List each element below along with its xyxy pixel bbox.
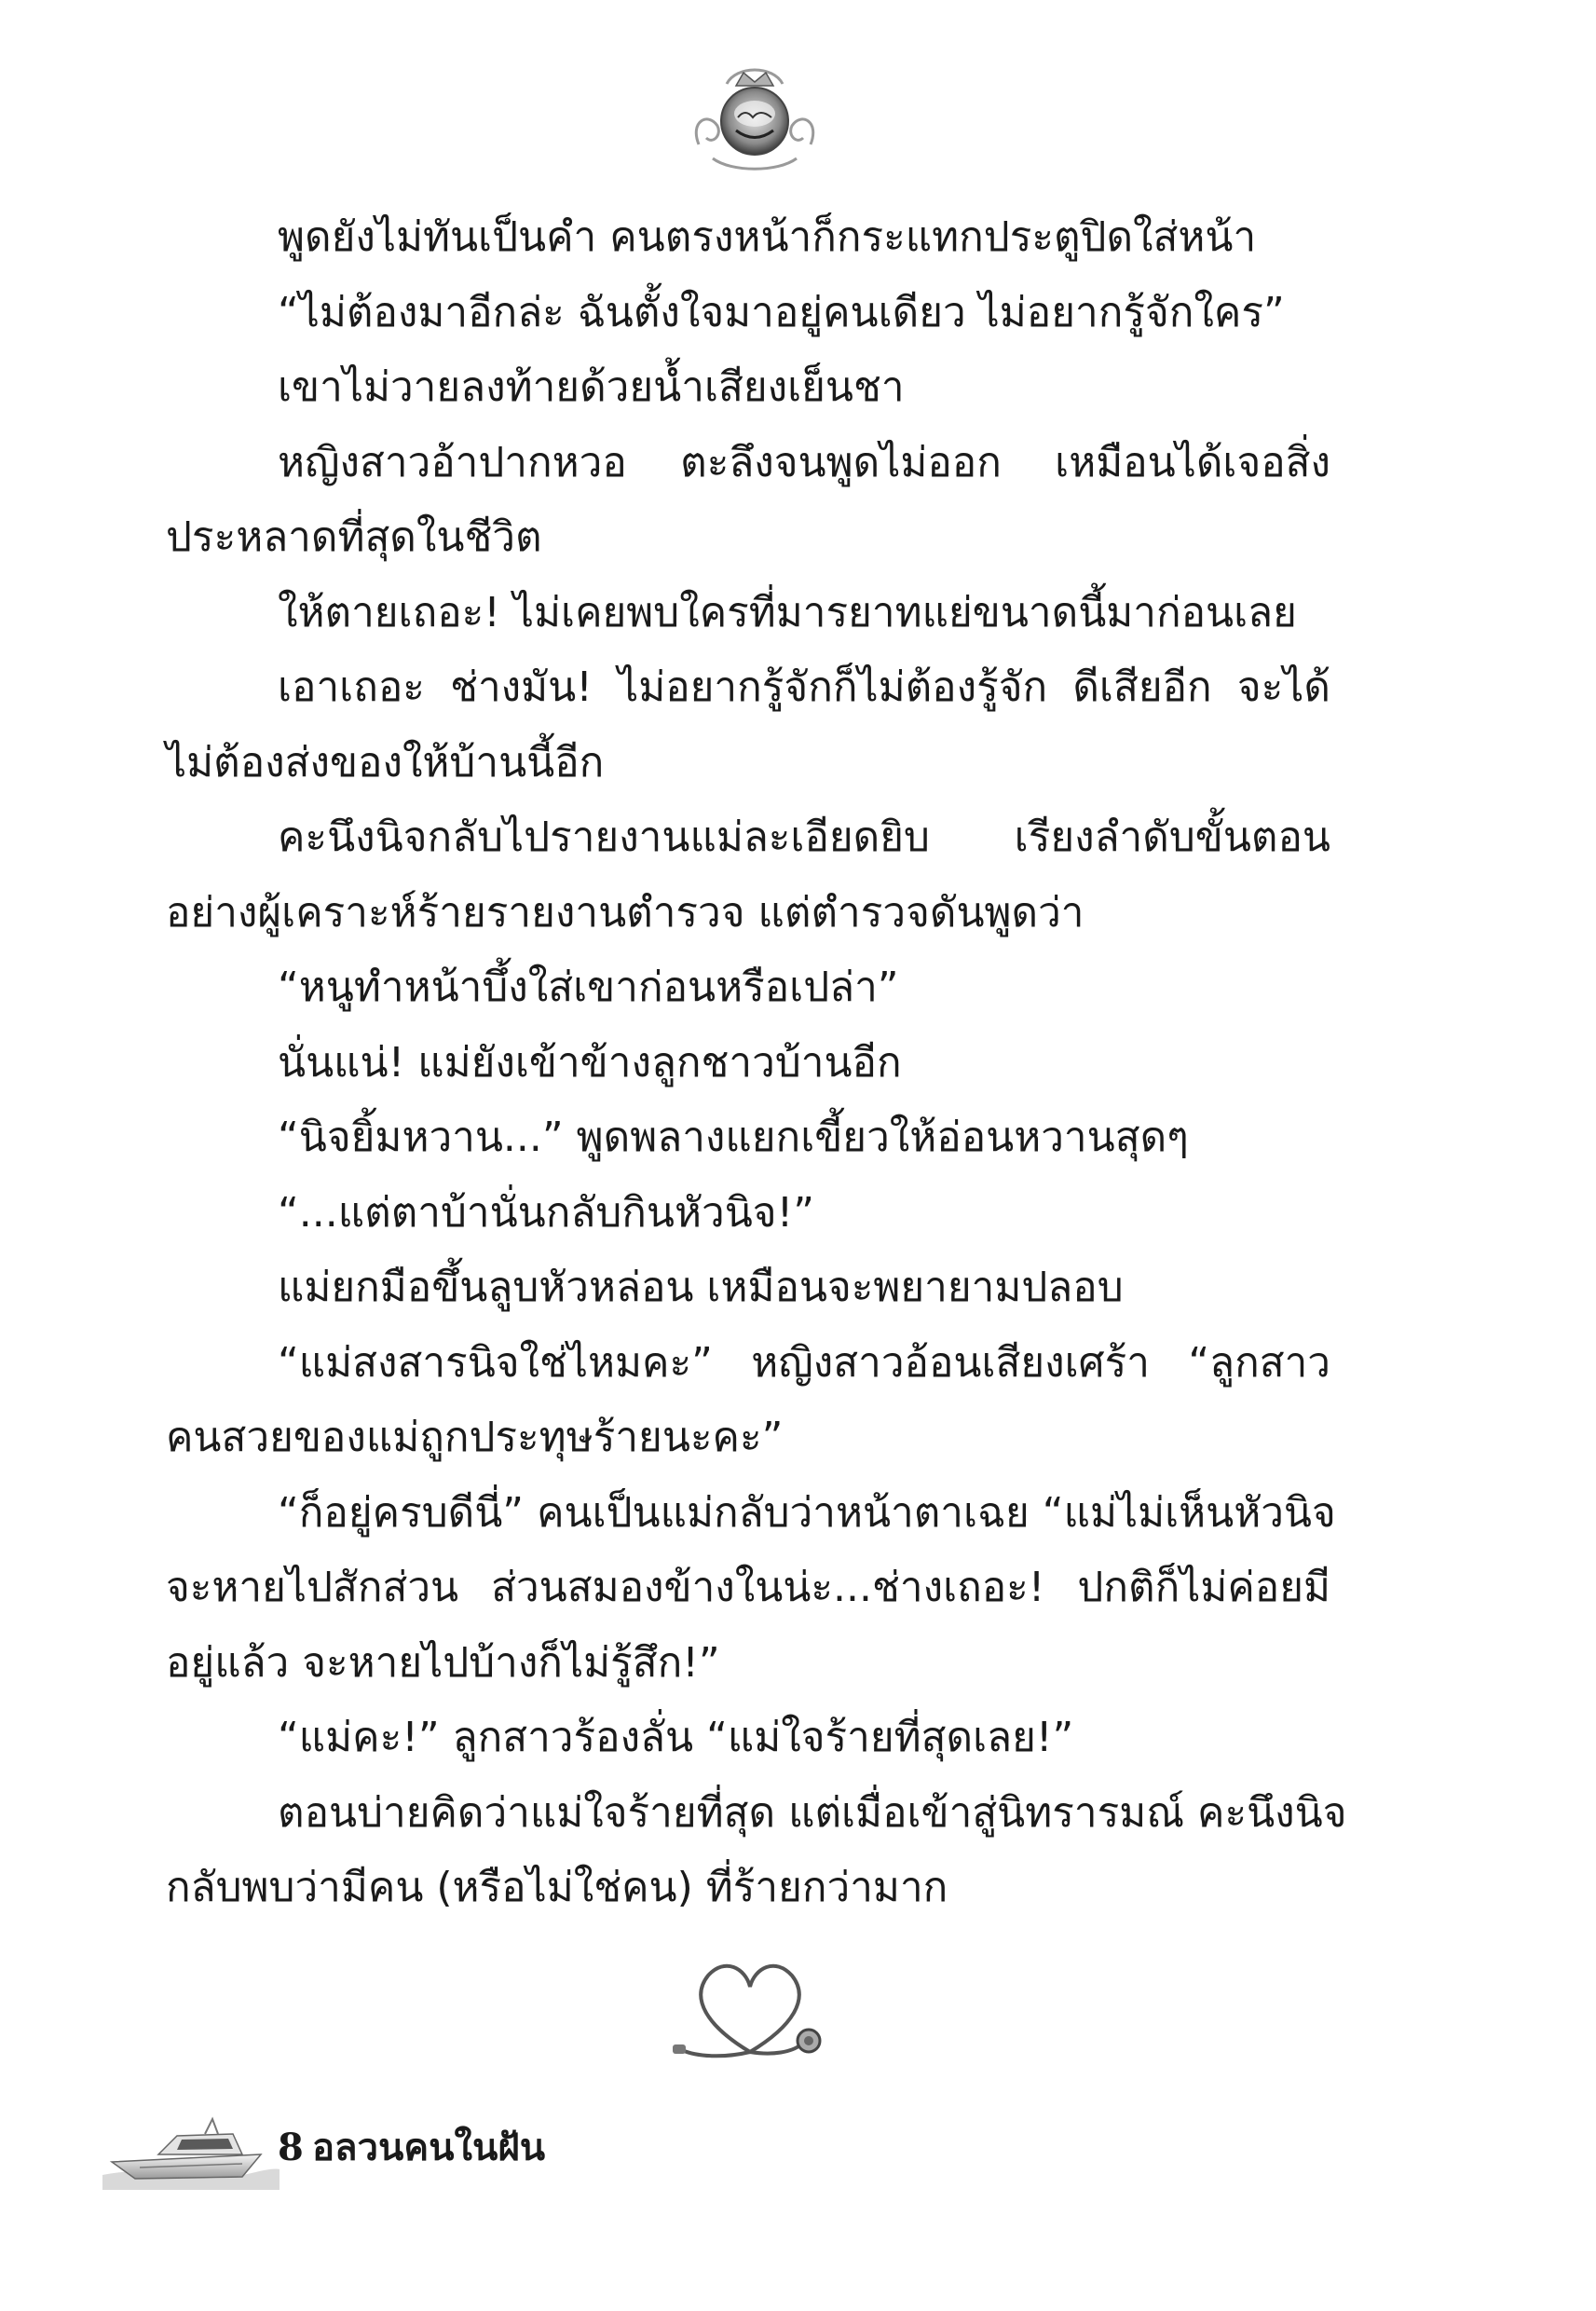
text-line: ตอนบ่ายคิดว่าแม่ใจร้ายที่สุด แต่เมื่อเข้าสู่นิทรารมณ์ คะนึงนิจ [278,1788,1347,1837]
text-line: จะหายไปสักส่วน ส่วนสมองข้างในน่ะ...ช่างเถอะ! ปกติก็ไม่ค่อยมี [166,1564,1330,1611]
page-footer [102,2106,662,2190]
text-line: หญิงสาวอ้าปากหวอ ตะลึงจนพูดไม่ออก เหมือนได้เจอสิ่ง [278,438,1330,486]
story-text [166,200,1347,1926]
stethoscope-heart-icon [671,1948,829,2069]
text-line: คนสวยของแม่ถูกประทุษร้ายนะคะ” [166,1414,784,1461]
text-line: อยู่แล้ว จะหายไปบ้างก็ไม่รู้สึก!” [166,1638,720,1687]
text-line: “หนูทำหน้าบึ้งใส่เขาก่อนหรือเปล่า” [278,964,899,1011]
text-line: ประหลาดที่สุดในชีวิต [166,513,542,561]
text-line: เขาไม่วายลงท้ายด้วยน้ำเสียงเย็นชา [278,363,905,411]
text-line: ไม่ต้องส่งของให้บ้านนี้อีก [166,738,605,786]
text-line: แม่ยกมือขึ้นลูบหัวหล่อน เหมือนจะพยายามปลอบ [278,1264,1124,1311]
text-line: “...แต่ตาบ้านั่นกลับกินหัวนิจ!” [278,1188,815,1237]
text-line: “ไม่ต้องมาอีกล่ะ ฉันตั้งใจมาอยู่คนเดียว ไม่อยากรู้จักใคร” [278,288,1285,336]
text-line: พูดยังไม่ทันเป็นคำ คนตรงหน้าก็กระแทกประตูปิดใส่หน้า [278,213,1257,261]
book-title: อลวนคนในฝัน [312,2126,546,2169]
ornate-crest-logo-icon [689,56,820,177]
text-line: คะนึงนิจกลับไปรายงานแม่ละเอียดยิบ เรียงลำดับขั้นตอน [278,814,1330,861]
text-line: นั่นแน่! แม่ยังเข้าข้างลูกชาวบ้านอีก [278,1038,902,1087]
text-line: กลับพบว่ามีคน (หรือไม่ใช่คน) ที่ร้ายกว่ามาก [166,1864,948,1911]
text-line: ให้ตายเถอะ! ไม่เคยพบใครที่มารยาทแย่ขนาดนี้มาก่อนเลย [278,588,1297,636]
text-line: “แม่สงสารนิจใช่ไหมคะ” หญิงสาวอ้อนเสียงเศร้า “ลูกสาว [278,1338,1330,1387]
page-number: 8 [278,2126,304,2169]
text-line: “ก็อยู่ครบดีนี่” คนเป็นแม่กลับว่าหน้าตาเฉย “แม่ไม่เห็นหัวนิจ [278,1488,1336,1537]
yacht-icon [102,2106,280,2190]
text-line: “แม่คะ!” ลูกสาวร้องลั่น “แม่ใจร้ายที่สุดเลย!” [278,1714,1074,1761]
text-line: อย่างผู้เคราะห์ร้ายรายงานตำรวจ แต่ตำรวจดันพูดว่า [166,888,1084,937]
text-line: “นิจยิ้มหวาน...” พูดพลางแยกเขี้ยวให้อ่อนหวานสุดๆ [278,1114,1189,1161]
text-line: เอาเถอะ ช่างมัน! ไม่อยากรู้จักก็ไม่ต้องรู้จัก ดีเสียอีก จะได้ [278,663,1330,711]
